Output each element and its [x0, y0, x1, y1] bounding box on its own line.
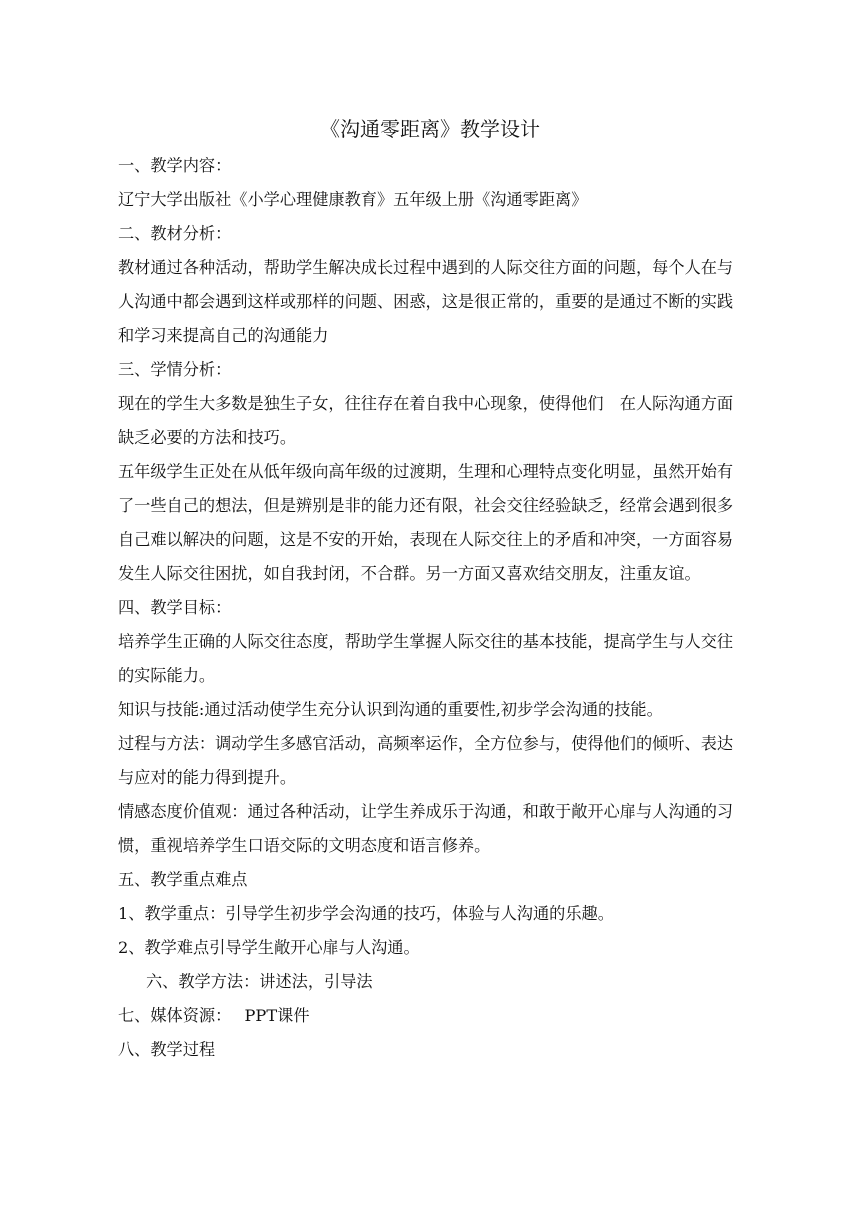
- teaching-goals-paragraph: 培养学生正确的人际交往态度，帮助学生掌握人际交往的基本技能，提高学生与人交往的实际能力。: [118, 632, 734, 685]
- goal-knowledge-skills: 知识与技能:通过活动使学生充分认识到沟通的重要性,初步学会沟通的技能。: [118, 700, 663, 719]
- section-heading-key-points: 五、教学重点难点: [118, 870, 248, 889]
- section-heading-media-resources: 七、媒体资源： PPT课件: [118, 1006, 310, 1025]
- student-analysis-paragraph-1: 现在的学生大多数是独生子女，往往存在着自我中心现象，使得他们 在人际沟通方面缺乏必要的方法和技巧。: [118, 394, 734, 447]
- section-heading-student-analysis: 三、学情分析：: [118, 360, 232, 379]
- key-point-difficulty: 2、教学难点引导学生敞开心扉与人沟通。: [118, 938, 420, 957]
- document-title: 《沟通零距离》教学设计: [320, 117, 540, 141]
- teaching-content-text: 辽宁大学出版社《小学心理健康教育》五年级上册《沟通零距离》: [118, 190, 588, 209]
- key-point-focus: 1、教学重点：引导学生初步学会沟通的技巧，体验与人沟通的乐趣。: [118, 904, 614, 923]
- goal-process-methods: 过程与方法：调动学生多感官活动，高频率运作，全方位参与，使得他们的倾听、表达与应对的能力得到提升。: [118, 734, 734, 787]
- goal-emotional-values: 情感态度价值观：通过各种活动，让学生养成乐于沟通，和敢于敞开心扉与人沟通的习惯，重视培养学生口语交际的文明态度和语言修养。: [118, 802, 734, 855]
- section-heading-teaching-process: 八、教学过程: [118, 1040, 216, 1059]
- section-heading-teaching-goals: 四、教学目标：: [118, 598, 232, 617]
- section-heading-material-analysis: 二、教材分析：: [118, 224, 232, 243]
- section-heading-teaching-methods: 六、教学方法：讲述法，引导法: [146, 972, 373, 991]
- document-body: [118, 149, 738, 1067]
- student-analysis-paragraph-2: 五年级学生正处在从低年级向高年级的过渡期，生理和心理特点变化明显，虽然开始有了一些自己的想法，但是辨别是非的能力还有限，社会交往经验缺乏，经常会遇到很多自己难以解决的问题，这是不安的开始，表现在人际交往上的矛盾和冲突，一方面容易发生人际交往困扰，如自我封闭，不合群。另一方面又喜欢结交朋友，注重友谊。: [118, 462, 734, 583]
- section-heading-teaching-content: 一、教学内容：: [118, 156, 232, 175]
- material-analysis-paragraph: 教材通过各种活动，帮助学生解决成长过程中遇到的人际交往方面的问题，每个人在与人沟通中都会遇到这样或那样的问题、困惑，这是很正常的，重要的是通过不断的实践和学习来提高自己的沟通能力: [118, 258, 734, 345]
